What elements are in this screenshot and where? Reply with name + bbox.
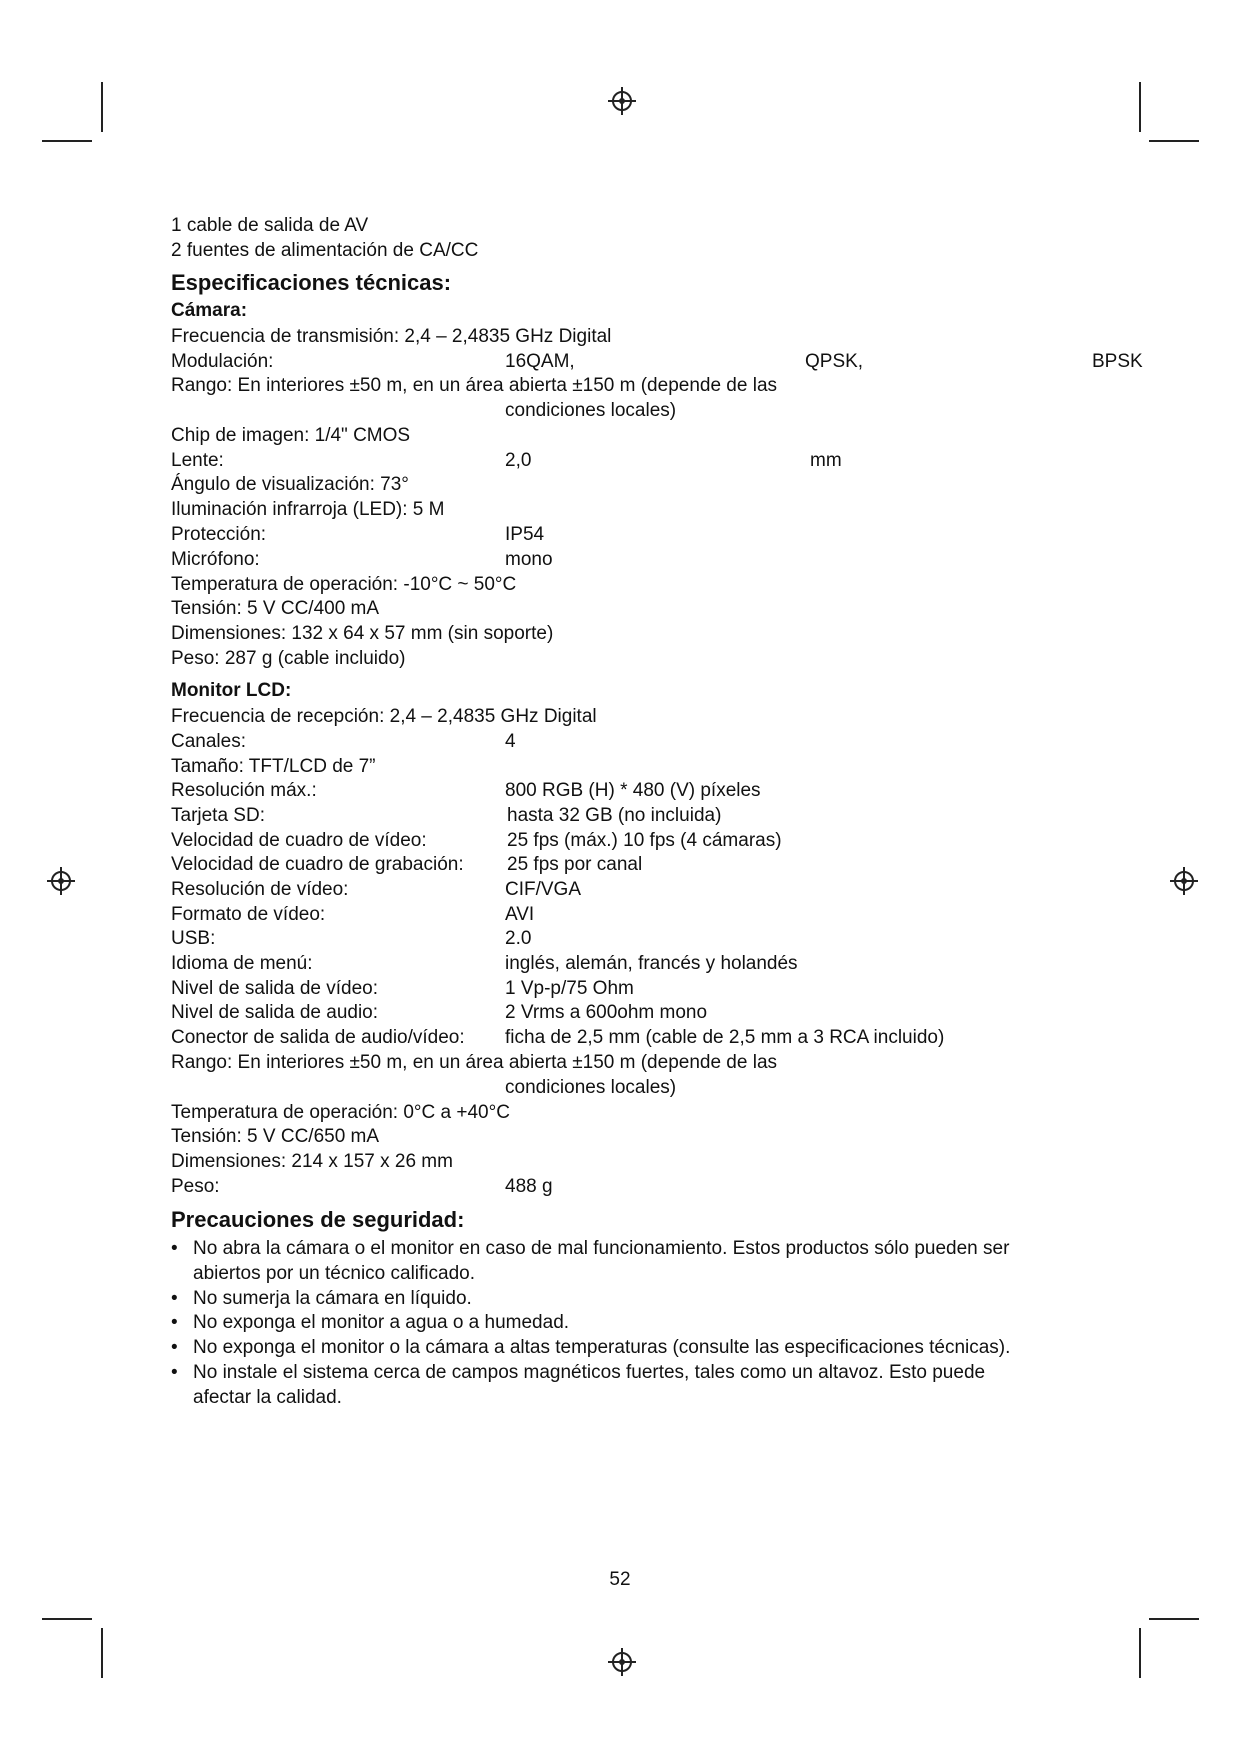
monitor-size: Tamaño: TFT/LCD de 7” xyxy=(171,756,376,777)
spec-label: Idioma de menú: xyxy=(171,953,313,974)
spec-label: Nivel de salida de vídeo: xyxy=(171,978,379,999)
monitor-weight-label: Peso: xyxy=(171,1176,220,1197)
camera-range: Rango: En interiores ±50 m, en un área abierta ±150 m (depende de las xyxy=(171,375,778,396)
safety-item: No instale el sistema cerca de campos magnéticos fuertes, tales como un altavoz. Esto puede xyxy=(193,1362,986,1383)
package-item: 1 cable de salida de AV xyxy=(171,215,369,236)
monitor-dimensions: Dimensiones: 214 x 157 x 26 mm xyxy=(171,1151,453,1172)
registration-target-icon xyxy=(607,86,637,116)
lens-label: Lente: xyxy=(171,450,224,471)
bullet-symbol: • xyxy=(171,1288,178,1309)
bullet-symbol: • xyxy=(171,1312,178,1333)
spec-value: 2 Vrms a 600ohm mono xyxy=(505,1002,708,1023)
bullet-symbol: • xyxy=(171,1362,178,1383)
channels-label: Canales: xyxy=(171,731,246,752)
lens-unit: mm xyxy=(810,450,842,471)
channels-value: 4 xyxy=(505,731,516,752)
bullet-symbol: • xyxy=(171,1337,178,1358)
spec-value: CIF/VGA xyxy=(505,879,582,900)
modulation-label: Modulación: xyxy=(171,351,274,372)
spec-value: 800 RGB (H) * 480 (V) píxeles xyxy=(505,780,761,801)
modulation-value: BPSK xyxy=(1092,351,1143,372)
camera-weight: Peso: 287 g (cable incluido) xyxy=(171,648,406,669)
lens-value: 2,0 xyxy=(505,450,532,471)
spec-value: ficha de 2,5 mm (cable de 2,5 mm a 3 RCA incluido) xyxy=(505,1027,945,1048)
spec-value: 25 fps (máx.) 10 fps (4 cámaras) xyxy=(507,830,782,851)
crop-mark xyxy=(1149,140,1199,142)
package-item: 2 fuentes de alimentación de CA/CC xyxy=(171,240,479,261)
safety-item: No exponga el monitor o la cámara a altas temperaturas (consulte las especificaciones técnicas). xyxy=(193,1337,1011,1358)
camera-temp: Temperatura de operación: -10°C ~ 50°C xyxy=(171,574,517,595)
crop-mark xyxy=(1139,82,1141,132)
spec-label: Conector de salida de audio/vídeo: xyxy=(171,1027,465,1048)
spec-label: Velocidad de cuadro de grabación: xyxy=(171,854,464,875)
mic-value: mono xyxy=(505,549,553,570)
modulation-value: QPSK, xyxy=(805,351,864,372)
monitor-heading: Monitor LCD: xyxy=(171,680,292,701)
monitor-temp: Temperatura de operación: 0°C a +40°C xyxy=(171,1102,510,1123)
crop-mark xyxy=(1149,1618,1199,1620)
spec-label: Nivel de salida de audio: xyxy=(171,1002,379,1023)
spec-value: 2.0 xyxy=(505,928,532,949)
monitor-weight-value: 488 g xyxy=(505,1176,553,1197)
spec-label: Resolución máx.: xyxy=(171,780,317,801)
safety-item: No abra la cámara o el monitor en caso de mal funcionamiento. Estos productos sólo pueden ser xyxy=(193,1238,1010,1259)
crop-mark xyxy=(101,82,103,132)
monitor-range: Rango: En interiores ±50 m, en un área abierta ±150 m (depende de las xyxy=(171,1052,778,1073)
spec-value: hasta 32 GB (no incluida) xyxy=(507,805,722,826)
bullet-symbol: • xyxy=(171,1238,178,1259)
monitor-range-cont: condiciones locales) xyxy=(505,1077,677,1098)
spec-label: Formato de vídeo: xyxy=(171,904,326,925)
spec-value: 1 Vp-p/75 Ohm xyxy=(505,978,634,999)
spec-value: AVI xyxy=(505,904,535,925)
safety-item: No exponga el monitor a agua o a humedad. xyxy=(193,1312,570,1333)
safety-heading: Precauciones de seguridad: xyxy=(171,1207,465,1232)
crop-mark xyxy=(101,1628,103,1678)
registration-target-icon xyxy=(607,1647,637,1677)
crop-mark xyxy=(42,1618,92,1620)
safety-item: abiertos por un técnico calificado. xyxy=(193,1263,475,1284)
safety-item: No sumerja la cámara en líquido. xyxy=(193,1288,472,1309)
camera-ir: Iluminación infrarroja (LED): 5 M xyxy=(171,499,445,520)
spec-label: USB: xyxy=(171,928,216,949)
monitor-frequency: Frecuencia de recepción: 2,4 – 2,4835 GHz Digital xyxy=(171,706,597,727)
crop-mark xyxy=(42,140,92,142)
mic-label: Micrófono: xyxy=(171,549,260,570)
spec-value: 25 fps por canal xyxy=(507,854,643,875)
camera-dimensions: Dimensiones: 132 x 64 x 57 mm (sin soporte) xyxy=(171,623,554,644)
specs-heading: Especificaciones técnicas: xyxy=(171,270,452,295)
modulation-value: 16QAM, xyxy=(505,351,575,372)
crop-mark xyxy=(1139,1628,1141,1678)
camera-frequency: Frecuencia de transmisión: 2,4 – 2,4835 GHz Digital xyxy=(171,326,612,347)
spec-label: Velocidad de cuadro de vídeo: xyxy=(171,830,427,851)
spec-label: Resolución de vídeo: xyxy=(171,879,349,900)
protection-label: Protección: xyxy=(171,524,267,545)
protection-value: IP54 xyxy=(505,524,545,545)
camera-angle: Ángulo de visualización: 73° xyxy=(171,474,409,495)
spec-value: inglés, alemán, francés y holandés xyxy=(505,953,798,974)
camera-heading: Cámara: xyxy=(171,300,248,321)
registration-target-icon xyxy=(1169,866,1199,896)
page-number: 52 xyxy=(609,1569,631,1590)
camera-range-cont: condiciones locales) xyxy=(505,400,677,421)
registration-target-icon xyxy=(46,866,76,896)
monitor-voltage: Tensión: 5 V CC/650 mA xyxy=(171,1126,380,1147)
spec-label: Tarjeta SD: xyxy=(171,805,265,826)
camera-chip: Chip de imagen: 1/4" CMOS xyxy=(171,425,411,446)
safety-item: afectar la calidad. xyxy=(193,1387,342,1408)
camera-voltage: Tensión: 5 V CC/400 mA xyxy=(171,598,380,619)
